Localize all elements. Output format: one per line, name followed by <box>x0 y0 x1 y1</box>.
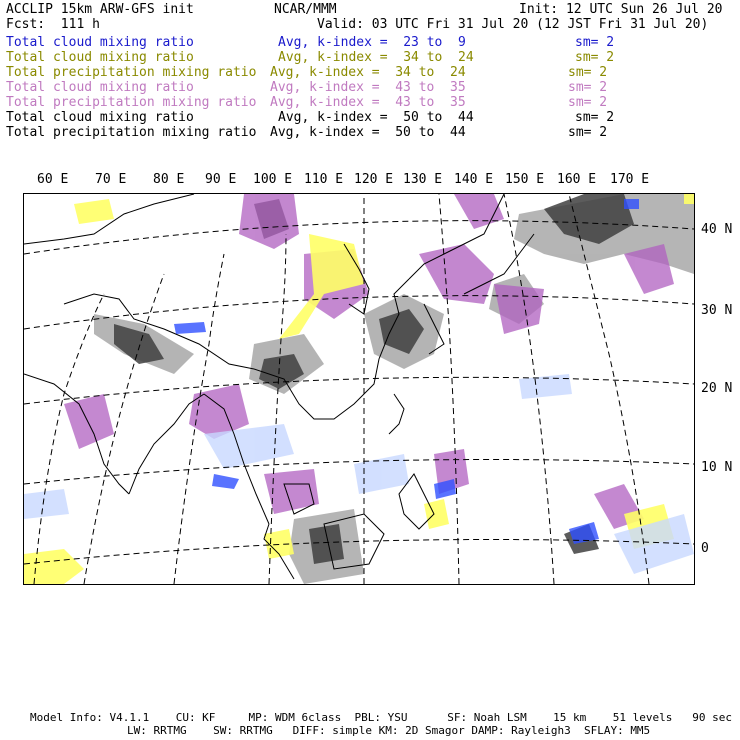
lon-label: 70 E <box>95 172 127 187</box>
legend-row <box>6 35 734 50</box>
legend-row <box>6 80 734 95</box>
lon-label: 100 E <box>253 172 293 187</box>
legend-row <box>6 95 734 110</box>
legend-field: Total cloud mixing ratio <box>6 50 194 65</box>
legend-avg: Avg, k-index = 50 to 44 <box>278 110 474 125</box>
legend-avg: Avg, k-index = 43 to 35 <box>270 95 466 110</box>
lon-label: 90 E <box>205 172 237 187</box>
plot-title: ACCLIP 15km ARW-GFS init <box>6 2 194 17</box>
lon-label: 80 E <box>153 172 185 187</box>
lon-label: 170 E <box>610 172 650 187</box>
light-gray-cloud-layer <box>94 194 694 584</box>
legend-avg: Avg, k-index = 43 to 35 <box>270 80 466 95</box>
organization-label: NCAR/MMM <box>274 2 337 17</box>
legend-sm: sm= 2 <box>575 110 615 125</box>
lat-label: 10 N <box>701 460 733 475</box>
legend-field: Total cloud mixing ratio <box>6 110 194 125</box>
lon-label: 130 E <box>403 172 443 187</box>
legend-row <box>6 125 734 140</box>
map-panel <box>23 193 695 585</box>
legend-avg: Avg, k-index = 50 to 44 <box>270 125 466 140</box>
legend-sm: sm= 2 <box>568 80 608 95</box>
lon-label: 140 E <box>454 172 494 187</box>
legend-sm: sm= 2 <box>568 95 608 110</box>
lat-label: 40 N <box>701 222 733 237</box>
model-info-line2: LW: RRTMG SW: RRTMG DIFF: simple KM: 2D Smagor DAMP: Rayleigh3 SFLAY: MM5 <box>127 724 651 737</box>
legend-field: Total cloud mixing ratio <box>6 80 194 95</box>
map-svg <box>24 194 694 584</box>
lon-label: 160 E <box>557 172 597 187</box>
legend-field: Total cloud mixing ratio <box>6 35 194 50</box>
lon-label: 110 E <box>304 172 344 187</box>
legend-avg: Avg, k-index = 34 to 24 <box>278 50 474 65</box>
legend-row <box>6 110 734 125</box>
legend-row <box>6 65 734 80</box>
legend-sm: sm= 2 <box>568 125 608 140</box>
model-info-line1: Model Info: V4.1.1 CU: KF MP: WDM 6class PBL: YSU SF: Noah LSM 15 km 51 levels 90 sec <box>30 711 732 724</box>
lon-label: 60 E <box>37 172 69 187</box>
legend-avg: Avg, k-index = 23 to 9 <box>278 35 466 50</box>
lat-label: 30 N <box>701 303 733 318</box>
lon-label: 120 E <box>354 172 394 187</box>
forecast-hour: Fcst: 111 h <box>6 17 100 32</box>
legend-sm: sm= 2 <box>568 65 608 80</box>
legend-sm: sm= 2 <box>575 35 615 50</box>
legend-field: Total precipitation mixing ratio <box>6 125 257 140</box>
lat-label: 20 N <box>701 381 733 396</box>
legend-field: Total precipitation mixing ratio <box>6 65 257 80</box>
legend-field: Total precipitation mixing ratio <box>6 95 257 110</box>
valid-time: Valid: 03 UTC Fri 31 Jul 20 (12 JST Fri 31 Jul 20) <box>317 17 709 32</box>
legend-sm: sm= 2 <box>575 50 615 65</box>
legend-row <box>6 50 734 65</box>
lon-label: 150 E <box>505 172 545 187</box>
lat-label: 0 <box>701 541 709 556</box>
init-time: Init: 12 UTC Sun 26 Jul 20 <box>519 2 723 17</box>
legend-avg: Avg, k-index = 34 to 24 <box>270 65 466 80</box>
